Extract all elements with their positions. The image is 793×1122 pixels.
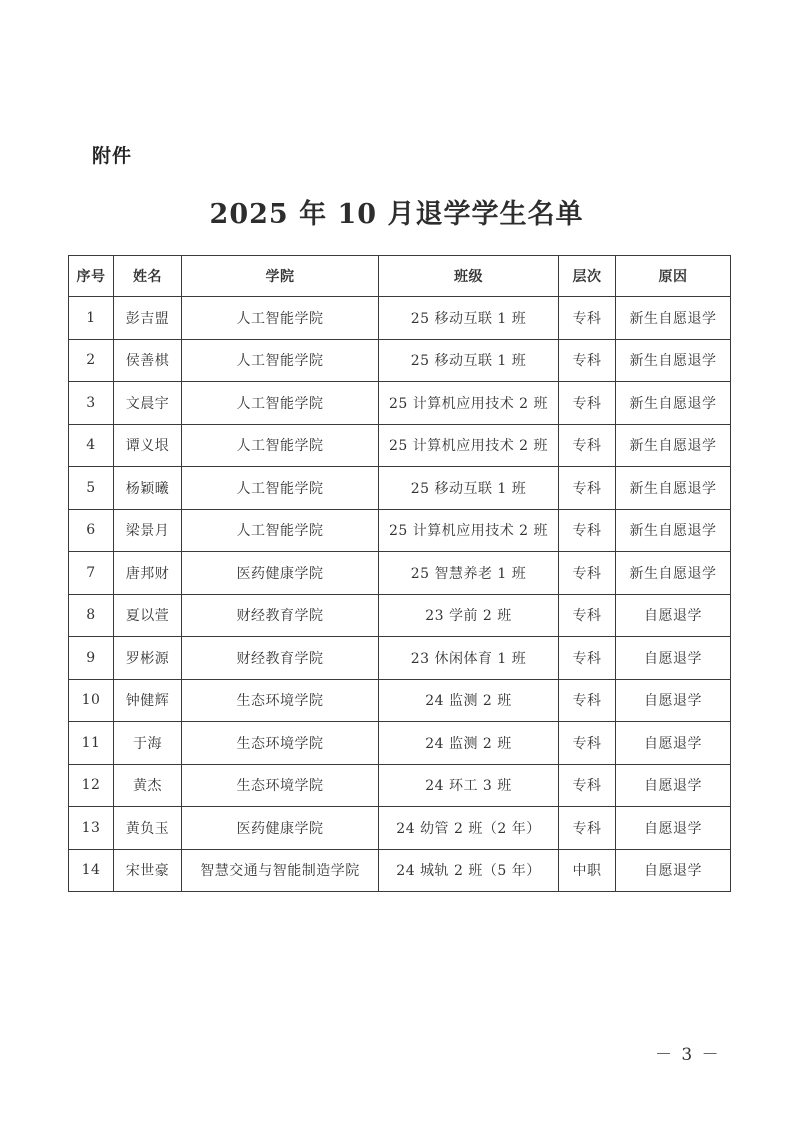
name-cell: 彭吉盟 bbox=[114, 297, 182, 340]
row-number-cell: 1 bbox=[69, 297, 114, 340]
reason-cell: 自愿退学 bbox=[616, 849, 731, 892]
table-row bbox=[69, 849, 731, 892]
header-cell: 班级 bbox=[379, 256, 559, 297]
name-cell: 侯善棋 bbox=[114, 339, 182, 382]
reason-cell: 自愿退学 bbox=[616, 679, 731, 722]
class-cell: 25 智慧养老 1 班 bbox=[379, 552, 559, 595]
name-cell: 夏以萱 bbox=[114, 594, 182, 637]
table-row bbox=[69, 467, 731, 510]
college-cell: 人工智能学院 bbox=[182, 424, 379, 467]
class-cell: 24 监测 2 班 bbox=[379, 679, 559, 722]
name-cell: 黄杰 bbox=[114, 764, 182, 807]
row-number-cell: 13 bbox=[69, 807, 114, 850]
name-cell: 梁景月 bbox=[114, 509, 182, 552]
row-number-cell: 2 bbox=[69, 339, 114, 382]
name-cell: 文晨宇 bbox=[114, 382, 182, 425]
level-cell: 专科 bbox=[559, 679, 616, 722]
header-cell: 姓名 bbox=[114, 256, 182, 297]
name-cell: 唐邦财 bbox=[114, 552, 182, 595]
college-cell: 财经教育学院 bbox=[182, 637, 379, 680]
table-row bbox=[69, 722, 731, 765]
class-cell: 25 移动互联 1 班 bbox=[379, 339, 559, 382]
table-row bbox=[69, 297, 731, 340]
college-cell: 生态环境学院 bbox=[182, 722, 379, 765]
table-row bbox=[69, 339, 731, 382]
name-cell: 于海 bbox=[114, 722, 182, 765]
reason-cell: 自愿退学 bbox=[616, 722, 731, 765]
reason-cell: 新生自愿退学 bbox=[616, 509, 731, 552]
row-number-cell: 4 bbox=[69, 424, 114, 467]
reason-cell: 新生自愿退学 bbox=[616, 339, 731, 382]
withdrawal-table bbox=[68, 255, 731, 892]
class-cell: 24 城轨 2 班（5 年） bbox=[379, 849, 559, 892]
name-cell: 罗彬源 bbox=[114, 637, 182, 680]
row-number-cell: 12 bbox=[69, 764, 114, 807]
college-cell: 人工智能学院 bbox=[182, 467, 379, 510]
header-cell: 层次 bbox=[559, 256, 616, 297]
level-cell: 中职 bbox=[559, 849, 616, 892]
college-cell: 人工智能学院 bbox=[182, 339, 379, 382]
level-cell: 专科 bbox=[559, 467, 616, 510]
class-cell: 25 移动互联 1 班 bbox=[379, 467, 559, 510]
college-cell: 人工智能学院 bbox=[182, 297, 379, 340]
class-cell: 23 休闲体育 1 班 bbox=[379, 637, 559, 680]
name-cell: 谭义垠 bbox=[114, 424, 182, 467]
table-row bbox=[69, 807, 731, 850]
table-row bbox=[69, 594, 731, 637]
college-cell: 生态环境学院 bbox=[182, 764, 379, 807]
name-cell: 杨颖曦 bbox=[114, 467, 182, 510]
header-cell: 序号 bbox=[69, 256, 114, 297]
name-cell: 宋世豪 bbox=[114, 849, 182, 892]
table-row bbox=[69, 552, 731, 595]
college-cell: 医药健康学院 bbox=[182, 807, 379, 850]
level-cell: 专科 bbox=[559, 637, 616, 680]
class-cell: 25 计算机应用技术 2 班 bbox=[379, 424, 559, 467]
college-cell: 智慧交通与智能制造学院 bbox=[182, 849, 379, 892]
college-cell: 人工智能学院 bbox=[182, 509, 379, 552]
table-row bbox=[69, 637, 731, 680]
row-number-cell: 10 bbox=[69, 679, 114, 722]
level-cell: 专科 bbox=[559, 722, 616, 765]
reason-cell: 新生自愿退学 bbox=[616, 382, 731, 425]
level-cell: 专科 bbox=[559, 552, 616, 595]
class-cell: 25 计算机应用技术 2 班 bbox=[379, 509, 559, 552]
row-number-cell: 5 bbox=[69, 467, 114, 510]
table-row bbox=[69, 764, 731, 807]
row-number-cell: 14 bbox=[69, 849, 114, 892]
row-number-cell: 7 bbox=[69, 552, 114, 595]
reason-cell: 新生自愿退学 bbox=[616, 552, 731, 595]
table-row bbox=[69, 382, 731, 425]
row-number-cell: 8 bbox=[69, 594, 114, 637]
college-cell: 人工智能学院 bbox=[182, 382, 379, 425]
level-cell: 专科 bbox=[559, 509, 616, 552]
attachment-label: 附件 bbox=[92, 145, 133, 167]
name-cell: 黄负玉 bbox=[114, 807, 182, 850]
row-number-cell: 6 bbox=[69, 509, 114, 552]
level-cell: 专科 bbox=[559, 339, 616, 382]
table-row bbox=[69, 424, 731, 467]
page-title: 2025 年 10 月退学学生名单 bbox=[209, 199, 584, 230]
level-cell: 专科 bbox=[559, 594, 616, 637]
class-cell: 23 学前 2 班 bbox=[379, 594, 559, 637]
level-cell: 专科 bbox=[559, 807, 616, 850]
reason-cell: 新生自愿退学 bbox=[616, 297, 731, 340]
college-cell: 生态环境学院 bbox=[182, 679, 379, 722]
row-number-cell: 3 bbox=[69, 382, 114, 425]
level-cell: 专科 bbox=[559, 382, 616, 425]
reason-cell: 自愿退学 bbox=[616, 764, 731, 807]
header-cell: 学院 bbox=[182, 256, 379, 297]
name-cell: 钟健辉 bbox=[114, 679, 182, 722]
page-number: － 3 － bbox=[655, 1045, 721, 1065]
level-cell: 专科 bbox=[559, 764, 616, 807]
table-header-row bbox=[69, 256, 731, 297]
row-number-cell: 9 bbox=[69, 637, 114, 680]
class-cell: 24 幼管 2 班（2 年） bbox=[379, 807, 559, 850]
class-cell: 24 环工 3 班 bbox=[379, 764, 559, 807]
header-cell: 原因 bbox=[616, 256, 731, 297]
reason-cell: 新生自愿退学 bbox=[616, 467, 731, 510]
reason-cell: 新生自愿退学 bbox=[616, 424, 731, 467]
class-cell: 25 移动互联 1 班 bbox=[379, 297, 559, 340]
level-cell: 专科 bbox=[559, 297, 616, 340]
class-cell: 24 监测 2 班 bbox=[379, 722, 559, 765]
college-cell: 财经教育学院 bbox=[182, 594, 379, 637]
class-cell: 25 计算机应用技术 2 班 bbox=[379, 382, 559, 425]
reason-cell: 自愿退学 bbox=[616, 807, 731, 850]
row-number-cell: 11 bbox=[69, 722, 114, 765]
college-cell: 医药健康学院 bbox=[182, 552, 379, 595]
level-cell: 专科 bbox=[559, 424, 616, 467]
table-row bbox=[69, 509, 731, 552]
reason-cell: 自愿退学 bbox=[616, 594, 731, 637]
table-row bbox=[69, 679, 731, 722]
reason-cell: 自愿退学 bbox=[616, 637, 731, 680]
